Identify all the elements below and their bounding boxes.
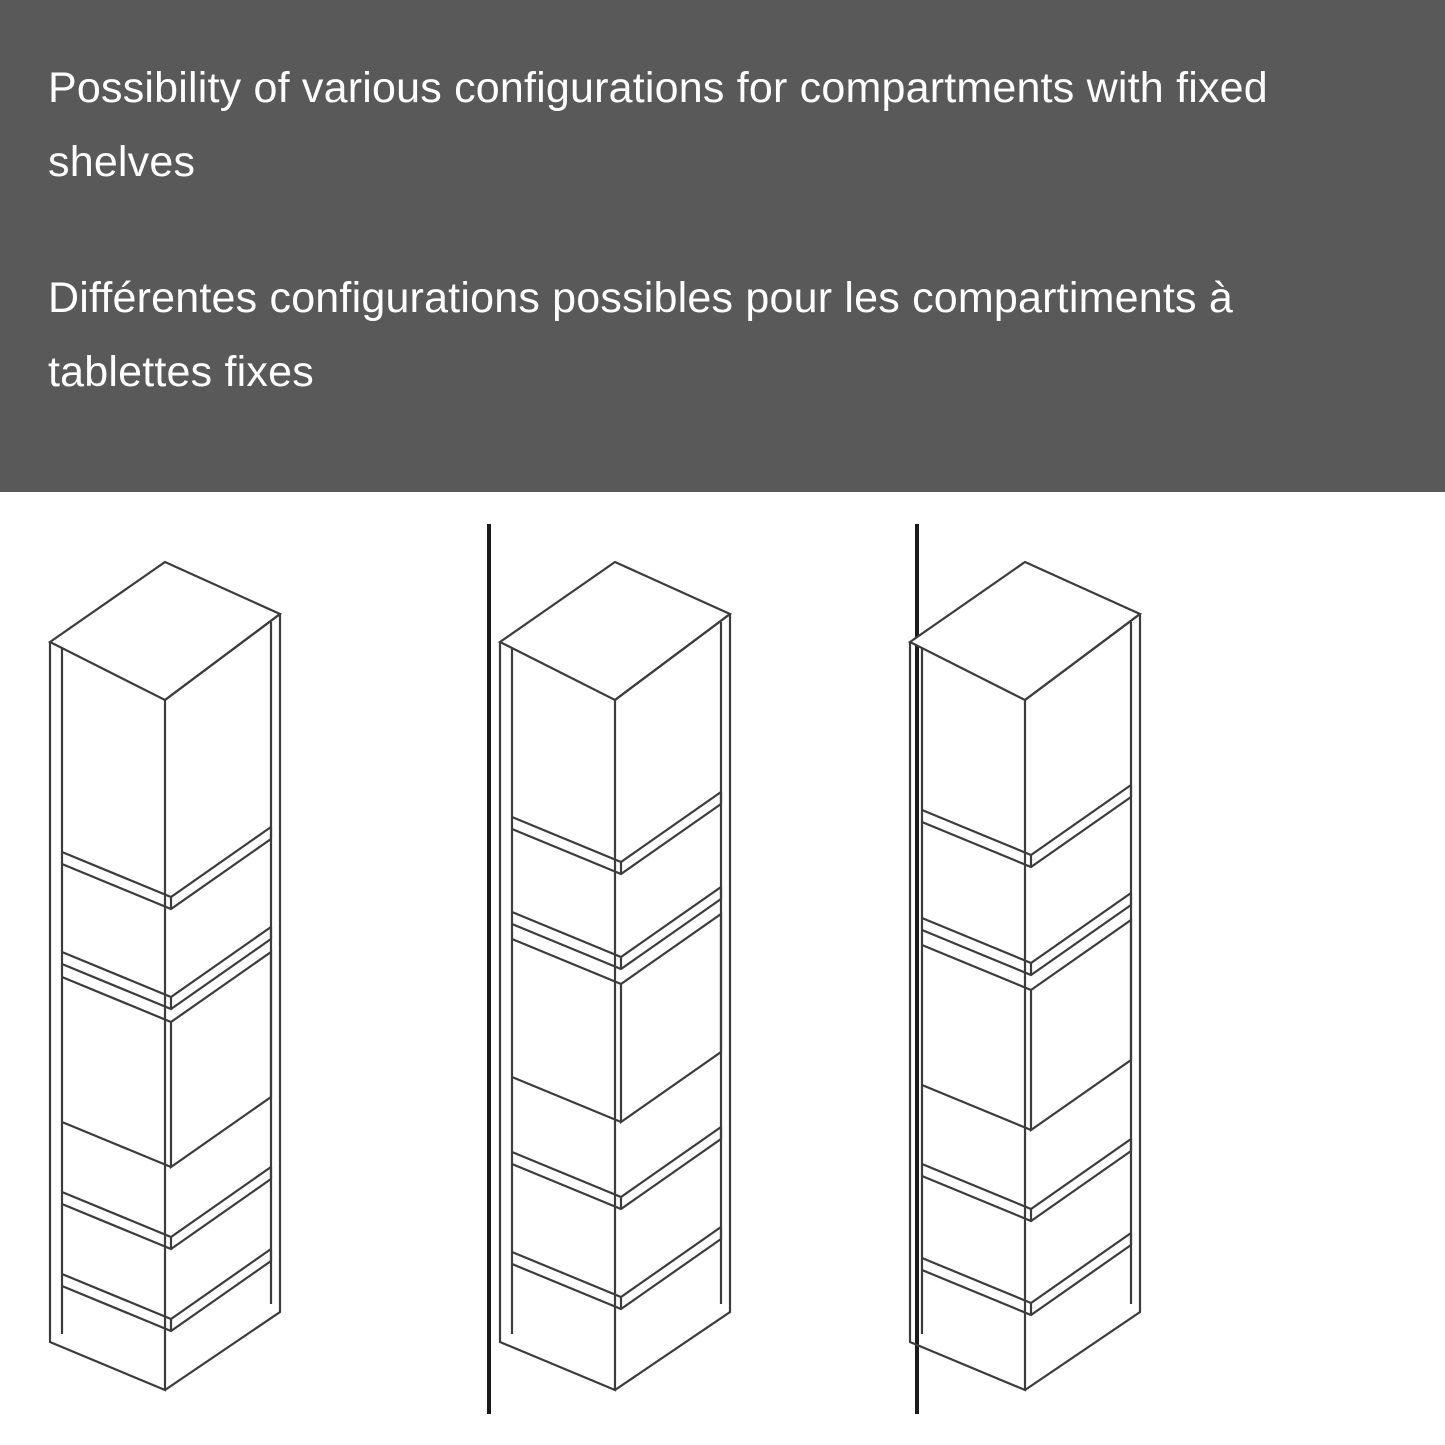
heading-french: Différentes configurations possibles pour les compartiments à tablettes fixes [48,273,1246,396]
diagram-area [0,492,1445,1445]
header-banner [0,0,1445,492]
heading-english: Possibility of various configurations for compartments with fixed shelves [48,64,1281,186]
cabinet-configuration-3 [900,552,1330,1402]
cabinet-configuration-2 [490,552,920,1402]
cabinet-configuration-1 [40,552,470,1402]
cabinet-drawing-1 [40,552,470,1402]
heading-spacer [48,200,1397,262]
cabinet-drawing-3 [900,552,1330,1402]
cabinet-drawing-2 [490,552,920,1402]
